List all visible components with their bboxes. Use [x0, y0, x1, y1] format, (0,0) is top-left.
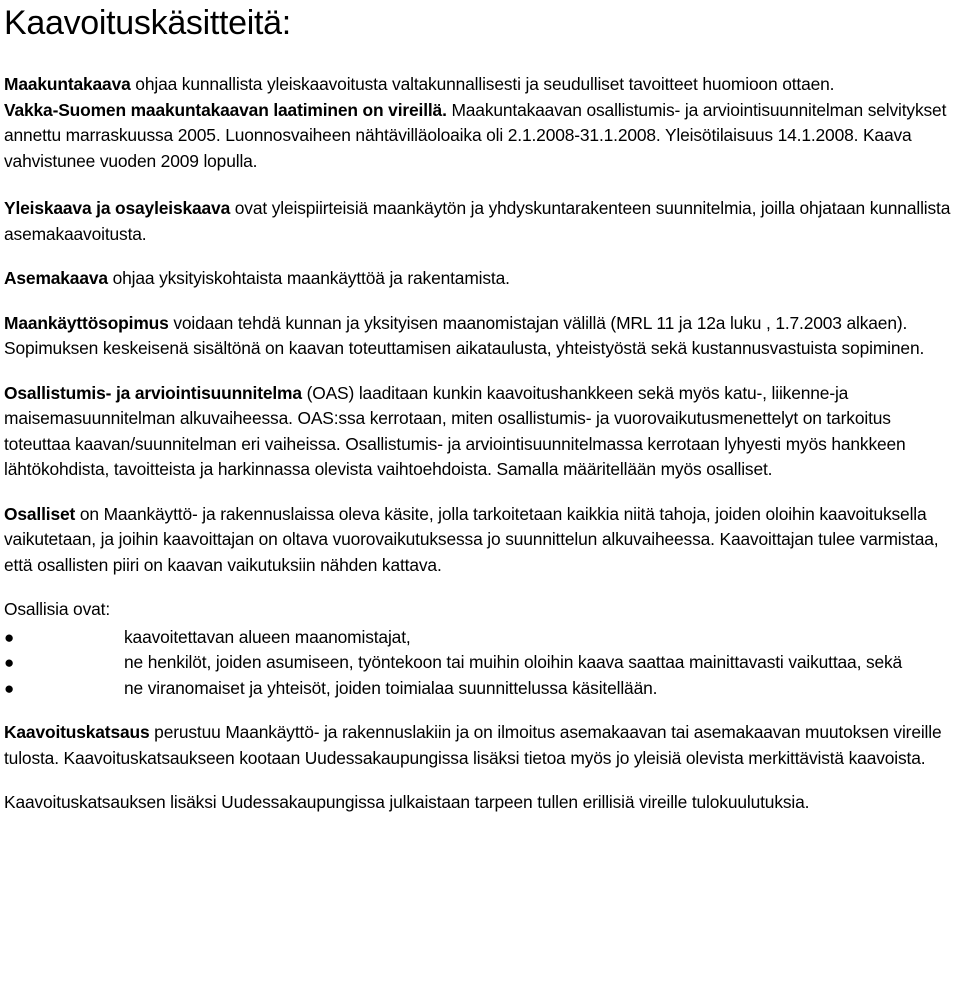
term-maakuntakaava: Maakuntakaava [4, 74, 131, 94]
list-item-text: kaavoitettavan alueen maanomistajat, [124, 626, 411, 647]
list-item [4, 676, 956, 702]
maankayttosopimus-text: voidaan tehdä kunnan ja yksityisen maanomistajan välillä (MRL 11 ja 12a luku , 1.7.2003 alkaen). Sopimuksen keskeisenä sisältönä on kaavan toteuttamisen aikataulusta, yhteistyöstä sekä kustannusvastuista sopiminen. [4, 312, 925, 358]
list-item-text: ne viranomaiset ja yhteisöt, joiden toimialaa suunnittelussa käsitellään. [124, 677, 658, 698]
paragraph-oas [4, 381, 956, 483]
osalliset-text: on Maankäyttö- ja rakennuslaissa oleva käsite, jolla tarkoitetaan kaikkia niitä tahoja, joiden oloihin kaavoituksella vaikutetaan, ja joihin kaavoittajan on oltava vuorovaikutuksessa jo suunnittelun alkuvaiheessa. Kaavoittajan tulee varmistaa, että osallisten piiri on kaavan vaikutuksiin nähden kattava. [4, 503, 939, 575]
paragraph-tulokuulutukset: Kaavoituskatsauksen lisäksi Uudessakaupungissa julkaistaan tarpeen tullen erillisiä vireille tulokuulutuksia. [4, 792, 810, 812]
term-oas: Osallistumis- ja arviointisuunnitelma [4, 382, 302, 403]
paragraph-maankayttosopimus [4, 311, 956, 362]
bullet-icon: ● [4, 653, 15, 672]
term-asemakaava: Asemakaava [4, 268, 108, 288]
paragraph-osalliset [4, 502, 956, 579]
term-maankayttosopimus: Maankäyttösopimus [4, 312, 169, 333]
list-item [4, 650, 956, 676]
maakuntakaava-schedule-text: Maakuntakaavan osallistumis- ja arviointisuunnitelman selvitykset annettu marraskuussa 2005. Luonnosvaiheen nähtävilläoloaika oli 2.1.2008-31.1.2008. Yleisötilaisuus 14.1.2008. Kaava vahvistunee vuoden 2009 lopulla. [4, 99, 947, 171]
osalliset-list [4, 625, 956, 702]
bullet-icon: ● [4, 627, 15, 647]
osalliset-intro: Osallisia ovat: [4, 599, 111, 619]
vakka-suomi-status: Vakka-Suomen maakuntakaavan laatiminen on vireillä. [4, 99, 447, 120]
list-item [4, 625, 956, 651]
yleiskaava-text: ovat yleispiirteisiä maankäytön ja yhdyskuntarakenteen suunnitelmia, joilla ohjataan kunnallista asemakaavoitusta. [4, 198, 951, 244]
asemakaava-text: ohjaa yksityiskohtaista maankäyttöä ja rakentamista. [107, 268, 510, 288]
term-kaavoituskatsaus: Kaavoituskatsaus [4, 722, 150, 742]
paragraph-asemakaava [4, 266, 956, 292]
paragraph-maakuntakaava [4, 72, 956, 174]
kaavoituskatsaus-text: perustuu Maankäyttö- ja rakennuslakiin ja on ilmoitus asemakaavan tai asemakaavan muutoksen vireille tulosta. Kaavoituskatsaukseen kootaan Uudessakaupungissa lisäksi tietoa myös jo yleisiä olevista merkittävistä kaavoista. [4, 722, 942, 768]
paragraph-kaavoituskatsaus [4, 720, 956, 771]
bullet-icon: ● [4, 678, 15, 698]
paragraph-yleiskaava [4, 196, 956, 247]
oas-text: (OAS) laaditaan kunkin kaavoitushankkeen sekä myös katu-, liikenne-ja maisemasuunnitelman alkuvaiheessa. OAS:ssa kerrotaan, miten osallistumis- ja vuorovaikutusmenettelyt on tarkoitus toteuttaa kaavan/suunnitelman eri vaiheissa. Osallistumis- ja arviointisuunnitelmassa kerrotaan lyhyesti myös hankkeen lähtökohdista, tavoitteista ja harkinnassa olevista vaihtoehdoista. Samalla määritellään myös osalliset. [4, 382, 906, 479]
maakuntakaava-text: ohjaa kunnallista yleiskaavoitusta valtakunnallisesti ja seudulliset tavoitteet huomioon ottaen. [130, 74, 835, 94]
page-title: Kaavoituskäsitteitä: [4, 4, 291, 42]
term-osalliset: Osalliset [4, 503, 76, 524]
list-item-text: ne henkilöt, joiden asumiseen, työntekoon tai muihin oloihin kaava saattaa mainittavasti vaikuttaa, sekä [124, 652, 903, 672]
term-yleiskaava: Yleiskaava ja osayleiskaava [4, 198, 231, 218]
